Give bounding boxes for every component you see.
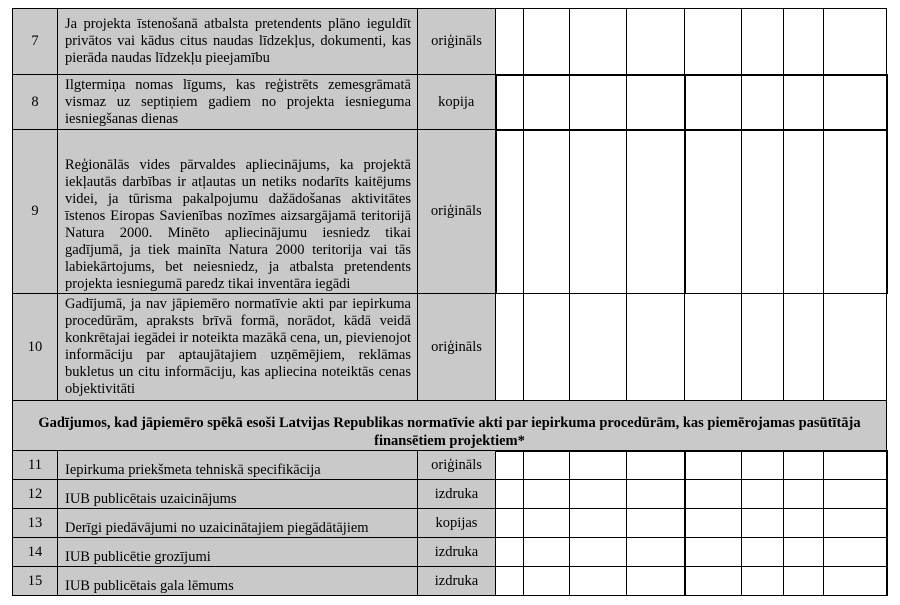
row-number: 15	[13, 567, 58, 596]
row-number: 12	[13, 480, 58, 509]
entry-cell[interactable]	[685, 567, 742, 596]
row-document-type: izdruka	[418, 480, 496, 509]
entry-cell[interactable]	[496, 567, 524, 596]
row-number: 11	[13, 451, 58, 480]
entry-cell[interactable]	[570, 75, 627, 130]
entry-cell[interactable]	[627, 130, 685, 294]
section-heading: Gadījumos, kad jāpiemēro spēkā esoši Latvijas Republikas normatīvie akti par iepirkuma procedūrām, kas piemērojamas pasūtītāja finansētiem projektiem*	[13, 401, 887, 451]
entry-cell[interactable]	[496, 294, 524, 401]
row-document-type: oriģināls	[418, 294, 496, 401]
row-description: IUB publicētais gala lēmums	[58, 567, 418, 596]
entry-cell[interactable]	[685, 9, 742, 75]
entry-cell[interactable]	[784, 480, 824, 509]
table-row	[13, 451, 887, 480]
entry-cell[interactable]	[685, 451, 742, 480]
entry-cell[interactable]	[570, 567, 627, 596]
row-description: IUB publicētais uzaicinājums	[58, 480, 418, 509]
entry-cell[interactable]	[524, 567, 570, 596]
row-number: 13	[13, 509, 58, 538]
row-number: 14	[13, 538, 58, 567]
row-number: 10	[13, 294, 58, 401]
entry-cell[interactable]	[784, 451, 824, 480]
entry-cell[interactable]	[824, 480, 887, 509]
row-description: Derīgi piedāvājumi no uzaicinātajiem piegādātājiem	[58, 509, 418, 538]
entry-cell[interactable]	[784, 294, 824, 401]
row-description: Iepirkuma priekšmeta tehniskā specifikācija	[58, 451, 418, 480]
entry-cell[interactable]	[627, 567, 685, 596]
entry-cell[interactable]	[784, 9, 824, 75]
documents-table	[12, 8, 888, 596]
row-description: Ja projekta īstenošanā atbalsta pretendents plāno ieguldīt privātos vai kādus citus naudas līdzekļus, dokumenti, kas pierāda naudas līdzekļu pieejamību	[58, 9, 418, 75]
entry-cell[interactable]	[824, 9, 887, 75]
entry-cell[interactable]	[784, 567, 824, 596]
entry-cell[interactable]	[742, 451, 784, 480]
entry-cell[interactable]	[685, 538, 742, 567]
entry-cell[interactable]	[824, 294, 887, 401]
entry-cell[interactable]	[784, 75, 824, 130]
entry-cell[interactable]	[784, 509, 824, 538]
row-description: IUB publicētie grozījumi	[58, 538, 418, 567]
entry-cell[interactable]	[627, 480, 685, 509]
entry-cell[interactable]	[570, 294, 627, 401]
row-number: 7	[13, 9, 58, 75]
entry-cell[interactable]	[824, 538, 887, 567]
row-document-type: oriģināls	[418, 130, 496, 294]
row-description: Gadījumā, ja nav jāpiemēro normatīvie akti par iepirkuma procedūrām, apraksts brīvā formā, norādot, kādā veidā konkrētajai iegādei ir noteikta mazākā cena, un, pievienojot informāciju par aptaujātajiem uzņēmējiem, reklāmas bukletus un citu informāciju, kas apliecina noteiktās cenas objektivitāti	[58, 294, 418, 401]
entry-cell[interactable]	[496, 75, 524, 130]
entry-cell[interactable]	[685, 130, 742, 294]
entry-cell[interactable]	[570, 480, 627, 509]
entry-cell[interactable]	[627, 538, 685, 567]
entry-cell[interactable]	[824, 451, 887, 480]
entry-cell[interactable]	[524, 480, 570, 509]
entry-cell[interactable]	[570, 9, 627, 75]
entry-cell[interactable]	[627, 75, 685, 130]
row-document-type: oriģināls	[418, 451, 496, 480]
table-row	[13, 294, 887, 401]
entry-cell[interactable]	[824, 130, 887, 294]
entry-cell[interactable]	[784, 538, 824, 567]
entry-cell[interactable]	[627, 509, 685, 538]
entry-cell[interactable]	[742, 130, 784, 294]
entry-cell[interactable]	[685, 75, 742, 130]
entry-cell[interactable]	[570, 509, 627, 538]
entry-cell[interactable]	[627, 294, 685, 401]
entry-cell[interactable]	[685, 294, 742, 401]
table-row	[13, 9, 887, 75]
entry-cell[interactable]	[570, 451, 627, 480]
row-document-type: izdruka	[418, 567, 496, 596]
entry-cell[interactable]	[784, 130, 824, 294]
entry-cell[interactable]	[824, 75, 887, 130]
entry-cell[interactable]	[627, 9, 685, 75]
entry-cell[interactable]	[570, 538, 627, 567]
entry-cell[interactable]	[742, 75, 784, 130]
entry-cell[interactable]	[570, 130, 627, 294]
table-row	[13, 538, 887, 567]
section-row	[13, 401, 887, 451]
table-row	[13, 75, 887, 130]
entry-cell[interactable]	[824, 509, 887, 538]
table-row	[13, 130, 887, 294]
entry-cell[interactable]	[496, 538, 524, 567]
row-document-type: kopija	[418, 75, 496, 130]
row-document-type: oriģināls	[418, 9, 496, 75]
row-description: Ilgtermiņa nomas līgums, kas reģistrēts zemesgrāmatā vismaz uz septiņiem gadiem no projekta iesnieguma iesniegšanas dienas	[58, 75, 418, 130]
row-document-type: kopijas	[418, 509, 496, 538]
row-number: 8	[13, 75, 58, 130]
entry-cell[interactable]	[524, 451, 570, 480]
table-row	[13, 509, 887, 538]
row-document-type: izdruka	[418, 538, 496, 567]
entry-cell[interactable]	[524, 509, 570, 538]
entry-cell[interactable]	[742, 294, 784, 401]
entry-cell[interactable]	[524, 538, 570, 567]
entry-cell[interactable]	[742, 9, 784, 75]
entry-cell[interactable]	[685, 480, 742, 509]
entry-cell[interactable]	[627, 451, 685, 480]
entry-cell[interactable]	[742, 509, 784, 538]
entry-cell[interactable]	[496, 480, 524, 509]
entry-cell[interactable]	[496, 9, 524, 75]
row-description: Reģionālās vides pārvaldes apliecinājums, ka projektā iekļautās darbības ir atļautas un netiks nodarīts kaitējums videi, ja tūrisma pakalpojumu dažādošanas aktivitātes īstenos Eiropas Savienības nozīmes aizsargājamā teritorijā Natura 2000. Minēto apliecinājumu iesniedz tikai gadījumā, ja tiek mainīta Natura 2000 teritorija vai tās labiekārtojums, bet neiesniedz, ja atbalsta pretendents projekta iesniegumā paredz tikai inventāra iegādi	[58, 130, 418, 294]
entry-cell[interactable]	[524, 130, 570, 294]
entry-cell[interactable]	[524, 294, 570, 401]
entry-cell[interactable]	[685, 509, 742, 538]
entry-cell[interactable]	[824, 567, 887, 596]
entry-cell[interactable]	[742, 480, 784, 509]
row-number: 9	[13, 130, 58, 294]
entry-cell[interactable]	[496, 509, 524, 538]
entry-cell[interactable]	[524, 9, 570, 75]
entry-cell[interactable]	[524, 75, 570, 130]
table-row	[13, 480, 887, 509]
entry-cell[interactable]	[496, 451, 524, 480]
entry-cell[interactable]	[496, 130, 524, 294]
entry-cell[interactable]	[742, 567, 784, 596]
entry-cell[interactable]	[742, 538, 784, 567]
table-row	[13, 567, 887, 596]
